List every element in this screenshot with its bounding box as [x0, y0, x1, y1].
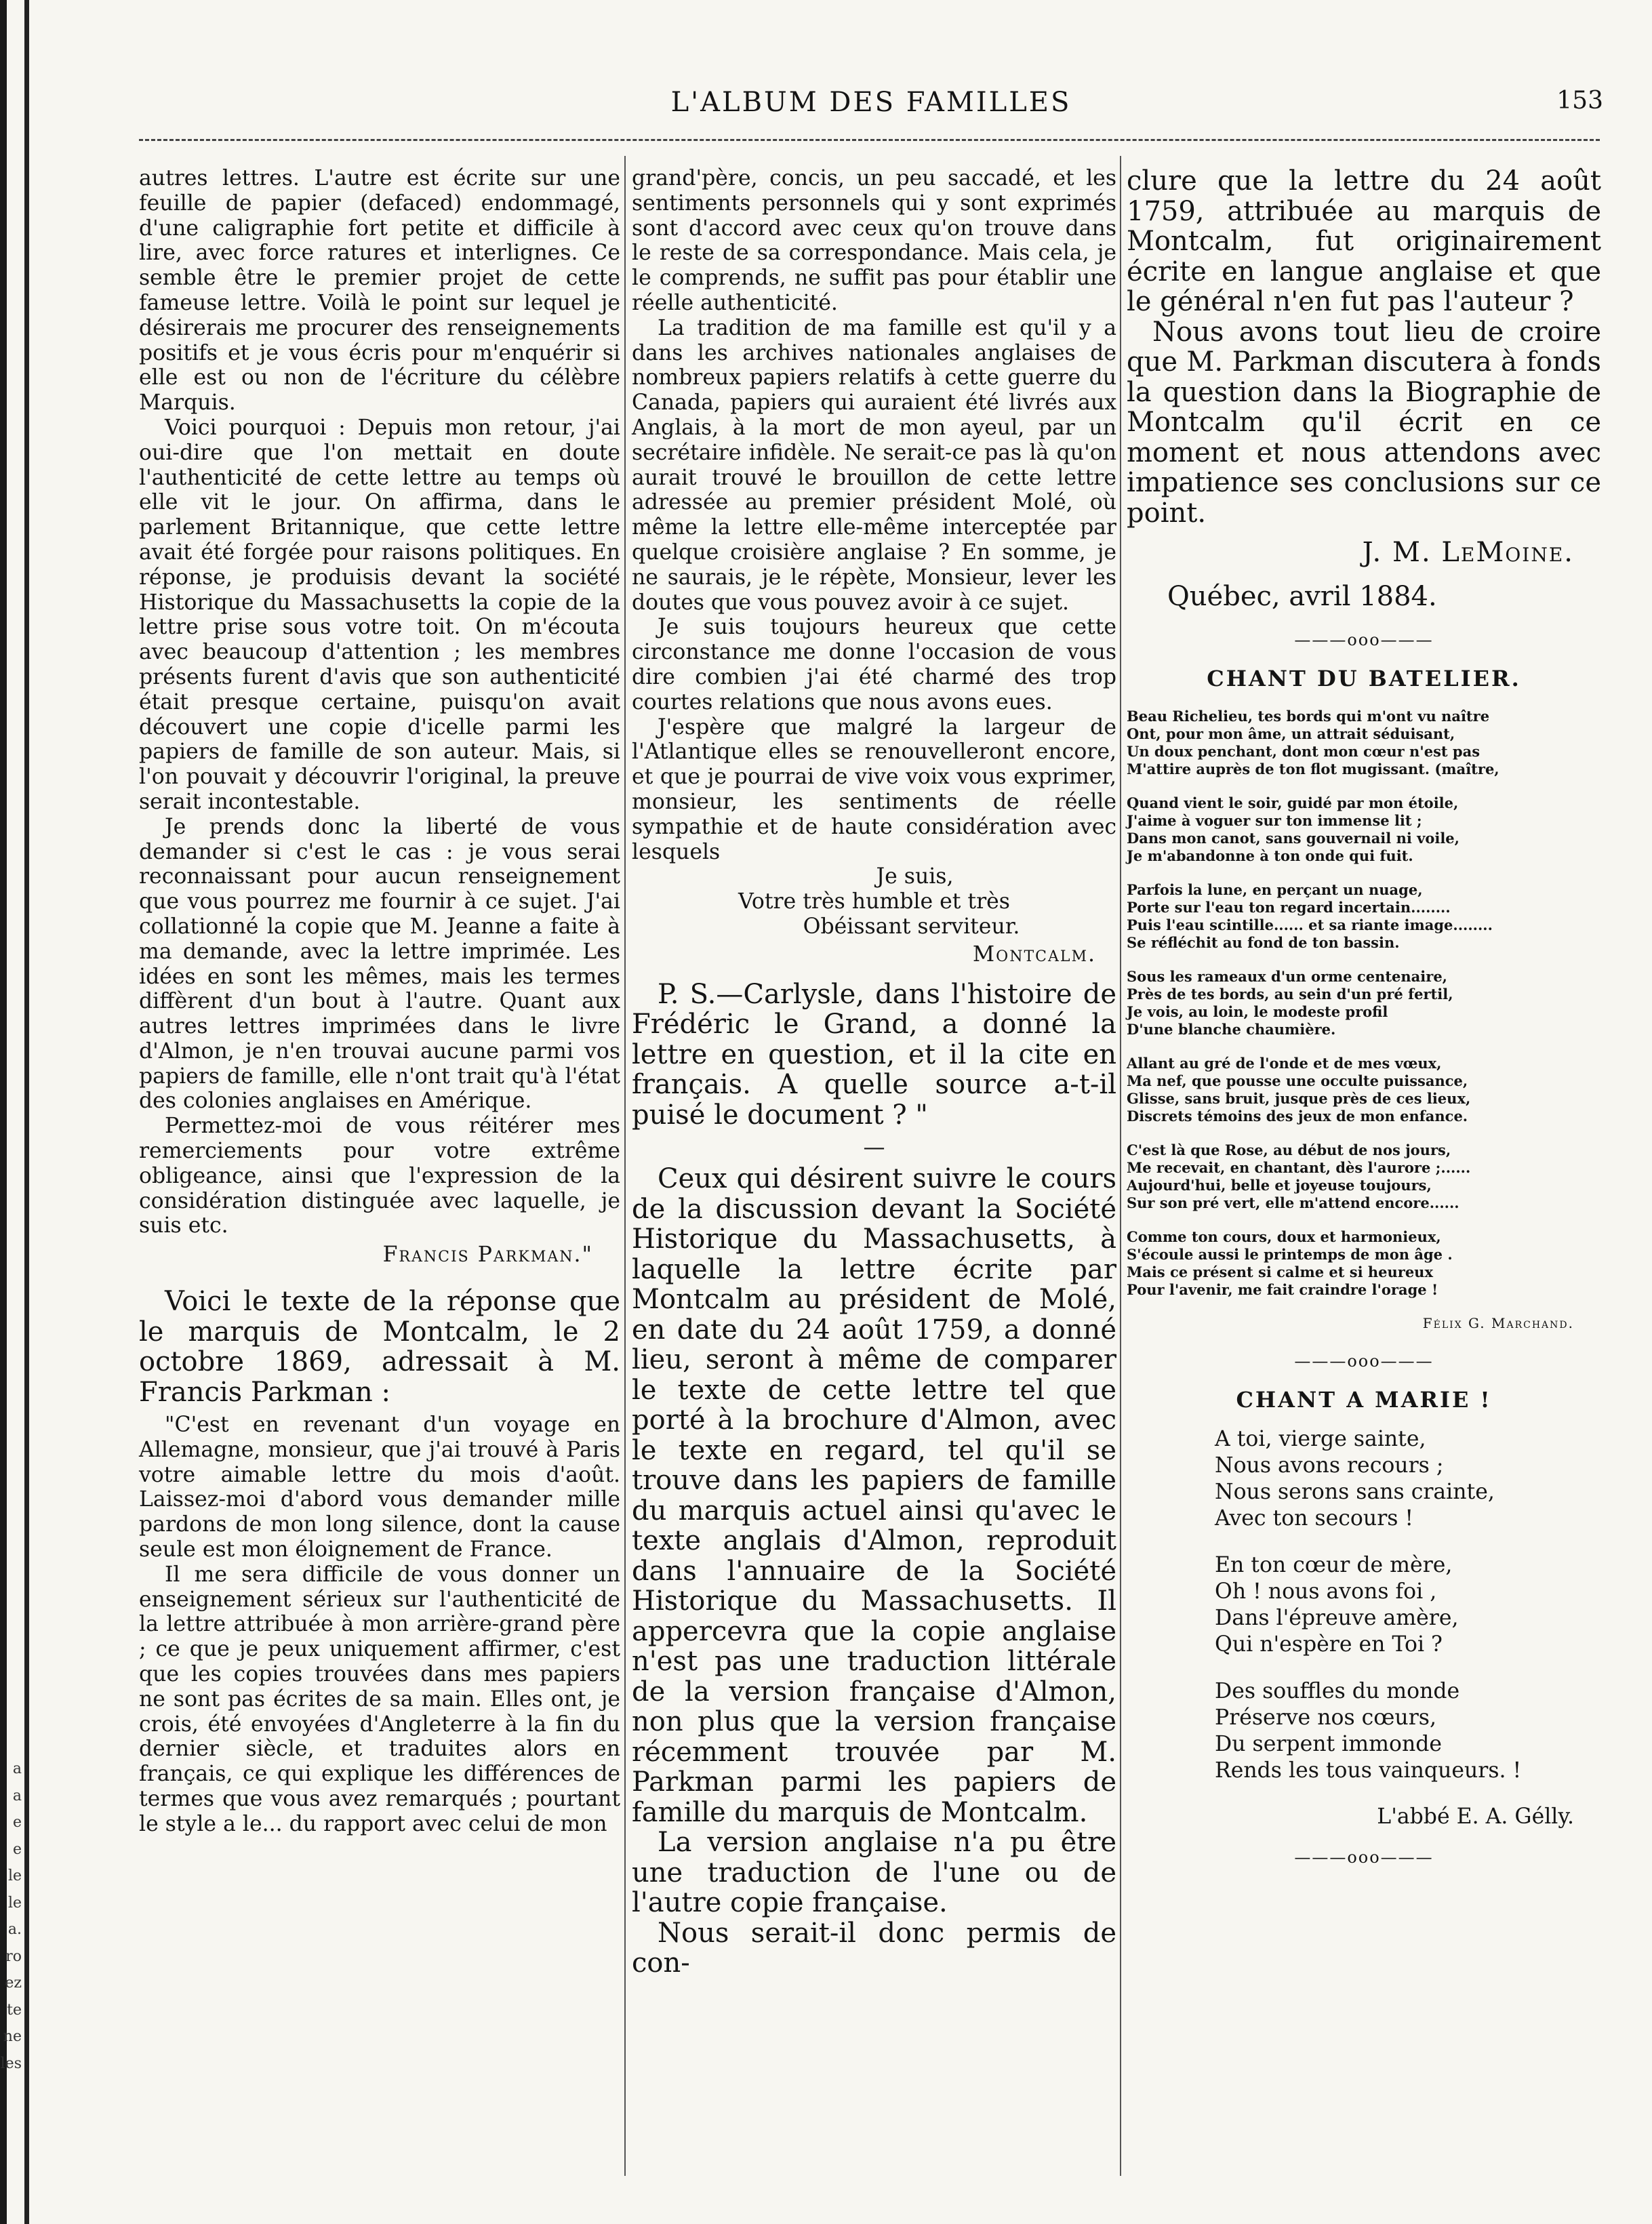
verse-line: Rends les tous vainqueurs. !: [1215, 1758, 1522, 1783]
ornament-separator: ———ooo———: [1294, 1848, 1434, 1867]
verse-line: Mais ce présent si calme et si heureux: [1127, 1263, 1433, 1280]
stanza: [1127, 1228, 1601, 1299]
margin-fragment: le: [7, 1894, 22, 1912]
stanza: [1127, 968, 1601, 1038]
verse-line: Quand vient le soir, guidé par mon étoile,: [1127, 794, 1459, 811]
verse-line: Beau Richelieu, tes bords qui m'ont vu naître: [1127, 708, 1490, 725]
paragraph: "C'est en revenant d'un voyage en Allemagne, monsieur, que j'ai trouvé à Paris votre aimable lettre du mois d'août. Laissez-moi d'abord vous demander mille pardons de mon long silence, dont la cause seule est mon éloignement de France.: [139, 1413, 620, 1562]
paragraph: Je suis toujours heureux que cette circonstance me donne l'occasion de vous dire combien j'ai été charmé des trop courtes relations que nous avons eues.: [632, 615, 1116, 714]
paragraph: Voici le texte de la réponse que le marquis de Montcalm, le 2 octobre 1869, adressait à M. Francis Parkman :: [139, 1286, 620, 1408]
margin-fragment: te: [7, 2001, 22, 2019]
verse-line: C'est là que Rose, au début de nos jours,: [1127, 1141, 1451, 1158]
header-rule: [139, 139, 1600, 141]
paragraph: La tradition de ma famille est qu'il y a dans les archives nationales anglaises de nombreux papiers relatifs à cette guerre du Canada, papiers qui auraient été livrés aux Anglais, à la mort de mon ayeul, par un secrétaire infidèle. Ne serait-ce pas là qu'on aurait trouvé le brouillon de cette lettre adressée au premier président Molé, où même la lettre elle-même interceptée par quelque croisière anglaise ? En somme, je ne saurais, je le répète, Monsieur, lever les doutes que vous pouvez avoir à ce sujet.: [632, 315, 1116, 615]
verse-line: M'attire auprès de ton flot mugissant. (maître,: [1127, 761, 1499, 777]
verse-line: J'aime à voguer sur ton immense lit ;: [1127, 812, 1422, 829]
verse-line: Ma nef, que pousse une occulte puissance,: [1127, 1072, 1468, 1089]
stanza: [1127, 794, 1601, 865]
signature: Montcalm.: [972, 942, 1096, 967]
stanza: [1127, 1552, 1601, 1658]
margin-fragment: ne: [3, 2028, 22, 2045]
verse-line: Me recevait, en chantant, dès l'aurore ;......: [1127, 1159, 1471, 1176]
verse-line: Dans mon canot, sans gouvernail ni voile,: [1127, 830, 1459, 847]
paragraph: autres lettres. L'autre est écrite sur une feuille de papier (defaced) endommagé, d'une caligraphie fort petite et difficile à lire, avec force ratures et interlignes. Ce semble être le premier projet de cette fameuse lettre. Voilà le point sur lequel je désirerais me procurer des renseignements positifs et je vous écris pour m'enquérir si elle est ou non de l'écriture du célèbre Marquis.: [139, 166, 620, 416]
stanza: [1127, 1426, 1601, 1532]
stanza: [1127, 1678, 1601, 1784]
verse-line: Discrets témoins des jeux de mon enfance.: [1127, 1108, 1468, 1125]
margin-text-fragments: [0, 1756, 22, 2077]
verse-line: Nous avons recours ;: [1215, 1453, 1444, 1478]
column-rule-1: [624, 156, 626, 2176]
paragraph: Permettez-moi de vous réitérer mes remerciements pour votre extrême obligeance, ainsi que l'expression de la considération distinguée avec laquelle, je suis etc.: [139, 1114, 620, 1238]
margin-fragment: les: [0, 2055, 22, 2072]
verse-line: Avec ton secours !: [1215, 1506, 1414, 1531]
margin-fragment: le: [7, 1867, 22, 1884]
verse-line: Préserve nos cœurs,: [1215, 1705, 1436, 1730]
paragraph: Voici pourquoi : Depuis mon retour, j'ai oui-dire que l'on mettait en doute l'authenticité de cette lettre au temps où elle vit le jour. On affirma, dans le parlement Britannique, que cette lettre avait été forgée pour raisons politiques. En réponse, je produisis devant la société Historique du Massachusetts la copie de la lettre prise sous votre toit. On m'écouta avec beaucoup d'attention ; les membres présents furent d'avis que son authenticité était presque certaine, puisqu'on avait découvert une copie d'icelle parmi les papiers de famille de son auteur. Mais, si l'on pouvait y découvrir l'original, la preuve serait incontestable.: [139, 415, 620, 814]
ornament-separator: ———ooo———: [1294, 1352, 1434, 1371]
verse-line: Parfois la lune, en perçant un nuage,: [1127, 881, 1423, 898]
verse-line: Un doux penchant, dont mon cœur n'est pas: [1127, 743, 1480, 760]
margin-fragment: ro: [5, 1947, 22, 1965]
poem-chant-a-marie: [1127, 1426, 1601, 1784]
spine-shadow: [24, 0, 29, 2224]
verse-line: Nous serons sans crainte,: [1215, 1480, 1495, 1504]
verse-line: Comme ton cours, doux et harmonieux,: [1127, 1228, 1441, 1245]
margin-fragment: a: [12, 1760, 22, 1777]
verse-line: En ton cœur de mère,: [1215, 1553, 1453, 1577]
closing-line: Obéissant serviteur.: [803, 914, 1020, 939]
verse-line: Oh ! nous avons foi ,: [1215, 1579, 1437, 1604]
verse-line: Allant au gré de l'onde et de mes vœux,: [1127, 1055, 1442, 1072]
paragraph: Nous serait-il donc permis de con-: [632, 1917, 1116, 1979]
running-title: L'ALBUM DES FAMILLES: [670, 87, 1072, 118]
paragraph: Je prends donc la liberté de vous demander si c'est le cas : je vous serai reconnaissant pour aucun renseignement que vous pourrez me fournir à ce sujet. J'ai collationné la copie que M. Jeanne a faite à ma demande, avec la lettre imprimée. Les idées en sont les mêmes, mais les termes diffèrent d'un bout à l'autre. Quant aux autres lettres imprimées dans le livre d'Almon, je n'en trouvai aucune parmi vos papiers de famille, elle n'ont trait qu'à l'état des colonies anglaises en Amérique.: [139, 814, 620, 1114]
paragraph: Ceux qui désirent suivre le cours de la discussion devant la Société Historique du Massachusetts, à laquelle la lettre écrite par Montcalm au président de Molé, en date du 24 août 1759, a donné lieu, seront à même de comparer le texte de cette lettre tel que porté à la brochure d'Almon, avec le texte en regard, tel qu'il se trouve dans les papiers de famille du marquis actuel ainsi qu'avec le texte anglais d'Almon, reproduit dans l'annuaire de la Société Historique du Massachusetts. Il appercevra que la copie anglaise n'est pas une traduction littérale de la version française d'Almon, non plus que la version française récemment trouvée par M. Parkman parmi les papiers de famille du marquis de Montcalm.: [632, 1163, 1116, 1828]
verse-line: Des souffles du monde: [1215, 1679, 1460, 1703]
margin-fragment: a.: [7, 1921, 22, 1938]
ornament-separator: ———ooo———: [1294, 630, 1434, 649]
column-1: [139, 166, 620, 1837]
verse-line: Je m'abandonne à ton onde qui fuit.: [1127, 847, 1413, 864]
verse-line: Pour l'avenir, me fait craindre l'orage !: [1127, 1281, 1438, 1298]
verse-line: Sur son pré vert, elle m'attend encore......: [1127, 1194, 1459, 1211]
verse-line: Qui n'espère en Toi ?: [1215, 1632, 1443, 1657]
closing-line: Je suis,: [876, 864, 954, 889]
margin-fragment: e: [12, 1840, 22, 1858]
verse-line: Ont, pour mon âme, un attrait séduisant,: [1127, 725, 1455, 742]
stanza: [1127, 1141, 1601, 1212]
poem-chant-du-batelier: [1127, 708, 1601, 1299]
poem-title: CHANT A MARIE !: [1236, 1387, 1492, 1413]
verse-line: Porte sur l'eau ton regard incertain........: [1127, 899, 1451, 916]
paragraph: grand'père, concis, un peu saccadé, et les sentiments personnels qui y sont exprimés sont d'accord avec ceux qu'on trouve dans le reste de sa correspondance. Mais cela, je le comprends, ne suffit pas pour établir une réelle authenticité.: [632, 166, 1116, 315]
verse-line: Aujourd'hui, belle et joyeuse toujours,: [1127, 1177, 1432, 1194]
postscript: P. S.—Carlysle, dans l'histoire de Frédéric le Grand, a donné la lettre en question, et il la cite en français. A quelle source a-t-il puisé le document ? ": [632, 978, 1116, 1131]
stanza: [1127, 708, 1601, 778]
verse-line: D'une blanche chaumière.: [1127, 1021, 1336, 1038]
verse-line: Je vois, au loin, le modeste profil: [1127, 1003, 1388, 1020]
dateline: Québec, avril 1884.: [1167, 580, 1437, 612]
poem-title: CHANT DU BATELIER.: [1207, 666, 1521, 691]
signature: Francis Parkman.": [382, 1242, 593, 1268]
poem-signature: Félix G. Marchand.: [1422, 1315, 1574, 1331]
paragraph: J'espère que malgré la largeur de l'Atlantique elles se renouvelleront encore, et que je pourrai de vive voix vous exprimer, monsieur, les sentiments de réelle sympathie et de haute considération avec lesquels: [632, 714, 1116, 864]
page-header: [139, 87, 1603, 127]
paragraph: Nous avons tout lieu de croire que M. Parkman discutera à fonds la question dans la Biographie de Montcalm qu'il écrit en ce moment et nous attendons avec impatience ses conclusions sur ce point.: [1127, 316, 1601, 529]
verse-line: Dans l'épreuve amère,: [1215, 1606, 1459, 1630]
stanza: [1127, 881, 1601, 952]
signature: J. M. LeMoine.: [1362, 537, 1574, 568]
verse-line: Glisse, sans bruit, jusque près de ces lieux,: [1127, 1090, 1471, 1107]
margin-fragment: e: [12, 1814, 22, 1831]
verse-line: A toi, vierge sainte,: [1215, 1427, 1426, 1451]
poem-signature: L'abbé E. A. Gélly.: [1377, 1804, 1574, 1829]
page-number: 153: [1556, 87, 1603, 115]
separator-dash: —: [863, 1134, 885, 1160]
stanza: [1127, 1055, 1601, 1125]
verse-line: Se réfléchit au fond de ton bassin.: [1127, 934, 1400, 951]
column-2: [632, 166, 1116, 1979]
paragraph: Il me sera difficile de vous donner un enseignement sérieux sur l'authenticité de la lettre attribuée à mon arrière-grand père ; ce que je peux uniquement affirmer, c'est que les copies trouvées dans mes papiers ne sont pas écrites de sa main. Elles ont, je crois, été envoyées d'Angleterre à la fin du dernier siècle, et traduites alors en français, ce qui explique les différences de termes que vous avez remarqués ; pourtant le style a le... du rapport avec celui de mon: [139, 1562, 620, 1836]
verse-line: Du serpent immonde: [1215, 1732, 1443, 1756]
margin-fragment: a: [12, 1787, 22, 1804]
paragraph: La version anglaise n'a pu être une traduction de l'une ou de l'autre copie française.: [632, 1827, 1116, 1918]
margin-fragment: ez: [5, 1975, 22, 1992]
verse-line: Puis l'eau scintille...... et sa riante image........: [1127, 916, 1493, 933]
verse-line: Près de tes bords, au sein d'un pré fertil,: [1127, 986, 1453, 1003]
closing-line: Votre très humble et très: [738, 889, 1010, 914]
column-3: [1127, 166, 1601, 1883]
verse-line: Sous les rameaux d'un orme centenaire,: [1127, 968, 1447, 985]
paragraph: clure que la lettre du 24 août 1759, attribuée au marquis de Montcalm, fut originairement écrite en langue anglaise et que le général n'en fut pas l'auteur ?: [1127, 165, 1601, 317]
verse-line: S'écoule aussi le printemps de mon âge .: [1127, 1246, 1453, 1263]
column-rule-2: [1120, 156, 1121, 2176]
